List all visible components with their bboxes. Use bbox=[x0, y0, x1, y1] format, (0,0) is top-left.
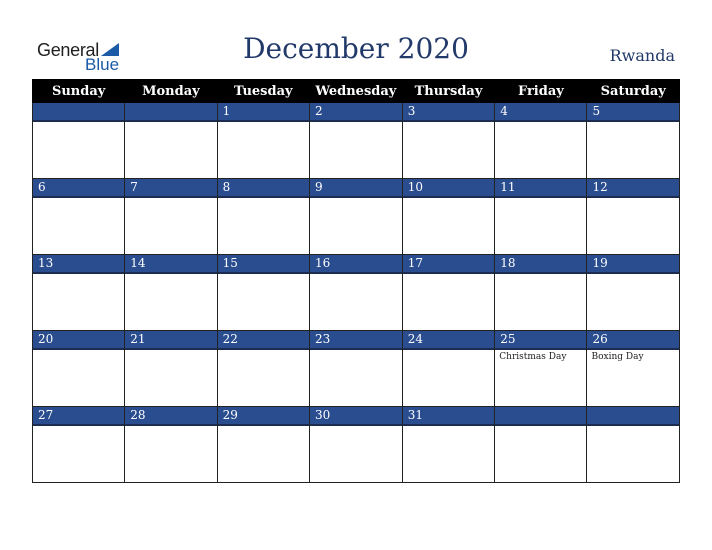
holiday-label: Boxing Day bbox=[591, 352, 644, 362]
day-cell bbox=[402, 179, 495, 255]
day-number: 18 bbox=[495, 255, 586, 274]
day-cell bbox=[587, 331, 680, 407]
day-cell bbox=[309, 255, 402, 331]
day-cell bbox=[33, 407, 125, 483]
week-row bbox=[33, 179, 680, 255]
weekday-header-row bbox=[33, 80, 680, 103]
day-number bbox=[495, 407, 586, 426]
day-number: 21 bbox=[125, 331, 216, 350]
day-number: 22 bbox=[218, 331, 309, 350]
day-cell bbox=[495, 179, 587, 255]
day-number: 19 bbox=[587, 255, 679, 274]
weekday-header: Wednesday bbox=[309, 80, 402, 103]
day-number: 13 bbox=[33, 255, 124, 274]
day-cell bbox=[217, 407, 309, 483]
day-number: 17 bbox=[403, 255, 495, 274]
day-number bbox=[33, 103, 124, 122]
day-cell bbox=[402, 331, 495, 407]
week-row bbox=[33, 407, 680, 483]
day-number: 23 bbox=[310, 331, 402, 350]
day-cell bbox=[495, 331, 587, 407]
day-cell bbox=[495, 255, 587, 331]
day-number: 1 bbox=[218, 103, 309, 122]
day-cell bbox=[402, 255, 495, 331]
day-cell bbox=[309, 103, 402, 179]
day-cell bbox=[33, 103, 125, 179]
day-number: 31 bbox=[403, 407, 495, 426]
day-number: 4 bbox=[495, 103, 586, 122]
day-cell bbox=[33, 179, 125, 255]
day-number: 20 bbox=[33, 331, 124, 350]
day-number bbox=[125, 103, 216, 122]
logo-text-blue: Blue bbox=[85, 55, 120, 74]
calendar-title: December 2020 bbox=[243, 32, 469, 65]
day-number: 7 bbox=[125, 179, 216, 198]
day-cell bbox=[125, 331, 217, 407]
day-number: 15 bbox=[218, 255, 309, 274]
day-number: 5 bbox=[587, 103, 679, 122]
day-number: 25 bbox=[495, 331, 586, 350]
day-cell bbox=[587, 179, 680, 255]
weekday-header: Monday bbox=[125, 80, 217, 103]
day-cell bbox=[309, 331, 402, 407]
weekday-header: Saturday bbox=[587, 80, 680, 103]
day-cell bbox=[587, 103, 680, 179]
day-number: 29 bbox=[218, 407, 309, 426]
day-number: 14 bbox=[125, 255, 216, 274]
day-number: 11 bbox=[495, 179, 586, 198]
day-number: 12 bbox=[587, 179, 679, 198]
day-cell bbox=[125, 103, 217, 179]
day-number: 24 bbox=[403, 331, 495, 350]
day-cell bbox=[217, 331, 309, 407]
week-row bbox=[33, 255, 680, 331]
day-cell bbox=[587, 255, 680, 331]
day-cell bbox=[217, 179, 309, 255]
day-number: 26 bbox=[587, 331, 679, 350]
day-cell bbox=[33, 331, 125, 407]
month-calendar bbox=[32, 79, 680, 483]
day-number bbox=[587, 407, 679, 426]
day-number: 16 bbox=[310, 255, 402, 274]
day-number: 2 bbox=[310, 103, 402, 122]
country-label: Rwanda bbox=[609, 46, 675, 65]
day-number: 30 bbox=[310, 407, 402, 426]
day-cell bbox=[495, 407, 587, 483]
day-cell bbox=[309, 407, 402, 483]
holiday-label: Christmas Day bbox=[499, 352, 567, 362]
day-cell bbox=[495, 103, 587, 179]
day-cell bbox=[217, 103, 309, 179]
day-number: 27 bbox=[33, 407, 124, 426]
day-cell bbox=[309, 179, 402, 255]
day-number: 6 bbox=[33, 179, 124, 198]
logo-text-general: General bbox=[37, 40, 99, 60]
day-cell bbox=[402, 103, 495, 179]
day-number: 10 bbox=[403, 179, 495, 198]
weekday-header: Friday bbox=[495, 80, 587, 103]
week-row bbox=[33, 331, 680, 407]
day-cell bbox=[587, 407, 680, 483]
day-cell bbox=[125, 407, 217, 483]
day-number: 3 bbox=[403, 103, 495, 122]
day-number: 8 bbox=[218, 179, 309, 198]
day-number: 28 bbox=[125, 407, 216, 426]
day-cell bbox=[33, 255, 125, 331]
week-row bbox=[33, 103, 680, 179]
day-cell bbox=[125, 255, 217, 331]
weekday-header: Sunday bbox=[33, 80, 125, 103]
day-number: 9 bbox=[310, 179, 402, 198]
day-cell bbox=[402, 407, 495, 483]
weekday-header: Thursday bbox=[402, 80, 495, 103]
weekday-header: Tuesday bbox=[217, 80, 309, 103]
day-cell bbox=[125, 179, 217, 255]
day-cell bbox=[217, 255, 309, 331]
